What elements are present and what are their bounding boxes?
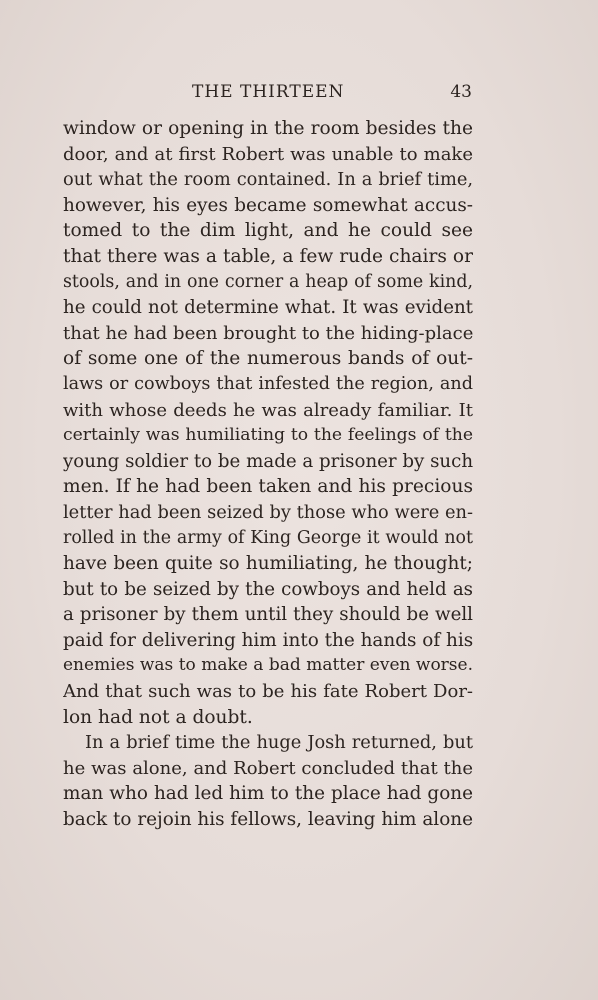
- text-line: rolled in the army of King George it would not: [63, 527, 473, 548]
- page-header: [64, 82, 472, 110]
- text-line: laws or cowboys that infested the region, and: [63, 373, 473, 394]
- text-line: but to be seized by the cowboys and held as: [63, 578, 473, 600]
- text-line: young soldier to be made a prisoner by such: [63, 450, 473, 472]
- text-line: out what the room contained. In a brief time,: [63, 169, 473, 191]
- text-line: window or opening in the room besides the: [63, 118, 473, 139]
- text-line: certainly was humiliating to the feelings of the: [63, 425, 473, 446]
- text-line: with whose deeds he was already familiar. It: [63, 399, 473, 421]
- text-line: men. If he had been taken and his precious: [63, 476, 473, 498]
- text-line: that there was a table, a few rude chairs or: [63, 245, 473, 267]
- text-line: door, and at first Robert was unable to make: [63, 143, 473, 165]
- text-line: stools, and in one corner a heap of some kind,: [63, 271, 473, 292]
- text-line: man who had led him to the place had gone: [63, 783, 473, 805]
- text-line: And that such was to be his fate Robert Dor-: [63, 681, 473, 703]
- page-number: 43: [450, 82, 472, 102]
- text-line: tomed to the dim light, and he could see: [63, 220, 473, 242]
- text-line: he could not determine what. It was evident: [63, 297, 473, 319]
- body-text: [63, 116, 473, 833]
- running-title: THE THIRTEEN: [192, 82, 345, 102]
- text-line: that he had been brought to the hiding-place: [63, 322, 473, 344]
- text-line: have been quite so humiliating, he thought;: [63, 553, 473, 575]
- text-line: back to rejoin his fellows, leaving him alone: [63, 809, 473, 831]
- text-line: of some one of the numerous bands of out-: [63, 348, 473, 370]
- text-line: he was alone, and Robert concluded that the: [63, 757, 473, 779]
- text-line: paid for delivering him into the hands of his: [63, 629, 473, 651]
- text-line: lon had not a doubt.: [63, 706, 253, 728]
- text-line: a prisoner by them until they should be well: [63, 604, 473, 626]
- text-line: In a brief time the huge Josh returned, but: [85, 732, 473, 754]
- text-line: enemies was to make a bad matter even worse.: [63, 655, 473, 676]
- text-line: however, his eyes became somewhat accus-: [63, 194, 473, 216]
- text-line: letter had been seized by those who were en-: [63, 501, 473, 523]
